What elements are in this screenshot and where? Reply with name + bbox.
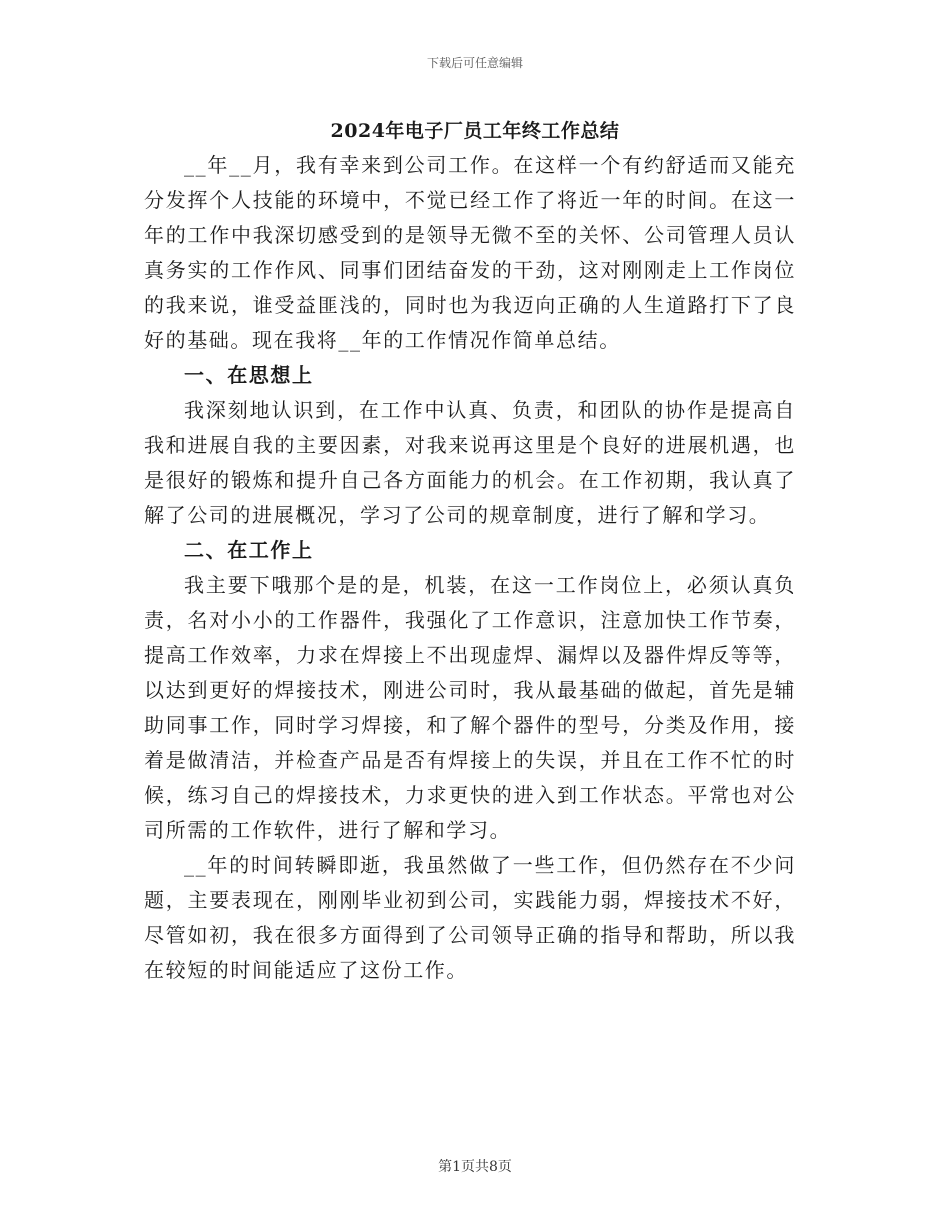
header-note: 下载后可任意编辑 bbox=[426, 56, 523, 70]
page-number: 第1页共8页 bbox=[438, 1159, 512, 1175]
section-paragraph-thought: 我深刻地认识到，在工作中认真、负责，和团队的协作是提高自我和进展自我的主要因素，对我来说再这里是个良好的进展机遇，也是很好的锻炼和提升自己各方面能力的机会。在工作初期，我认真了解了公司的进展概况，学习了公司的规章制度，进行了解和学习。 bbox=[144, 398, 796, 527]
section-heading-work: 二、在工作上 bbox=[184, 538, 314, 562]
document-body bbox=[144, 148, 796, 988]
document-title: 2024年电子厂员工年终工作总结 bbox=[330, 120, 620, 142]
section-heading-thought: 一、在思想上 bbox=[184, 363, 314, 387]
section-paragraph-work: 我主要下哦那个是的是，机装，在这一工作岗位上，必须认真负责，名对小小的工作器件，我强化了工作意识，注意加快工作节奏，提高工作效率，力求在焊接上不出现虚焊、漏焊以及器件焊反等等，以达到更好的焊接技术，刚进公司时，我从最基础的做起，首先是辅助同事工作，同时学习焊接，和了解个器件的型号，分类及作用，接着是做清洁，并检查产品是否有焊接上的失误，并且在工作不忙的时候，练习自己的焊接技术，力求更快的进入到工作状态。平常也对公司所需的工作软件，进行了解和学习。 bbox=[144, 573, 796, 842]
closing-paragraph: __年的时间转瞬即逝，我虽然做了一些工作，但仍然存在不少问题，主要表现在，刚刚毕业初到公司，实践能力弱，焊接技术不好，尽管如初，我在很多方面得到了公司领导正确的指导和帮助，所以我在较短的时间能适应了这份工作。 bbox=[144, 853, 796, 982]
intro-paragraph: __年__月，我有幸来到公司工作。在这样一个有约舒适而又能充分发挥个人技能的环境中，不觉已经工作了将近一年的时间。在这一年的工作中我深切感受到的是领导无微不至的关怀、公司管理人员认真务实的工作作风、同事们团结奋发的干劲，这对刚刚走上工作岗位的我来说，谁受益匪浅的，同时也为我迈向正确的人生道路打下了良好的基础。现在我将__年的工作情况作简单总结。 bbox=[144, 153, 796, 352]
